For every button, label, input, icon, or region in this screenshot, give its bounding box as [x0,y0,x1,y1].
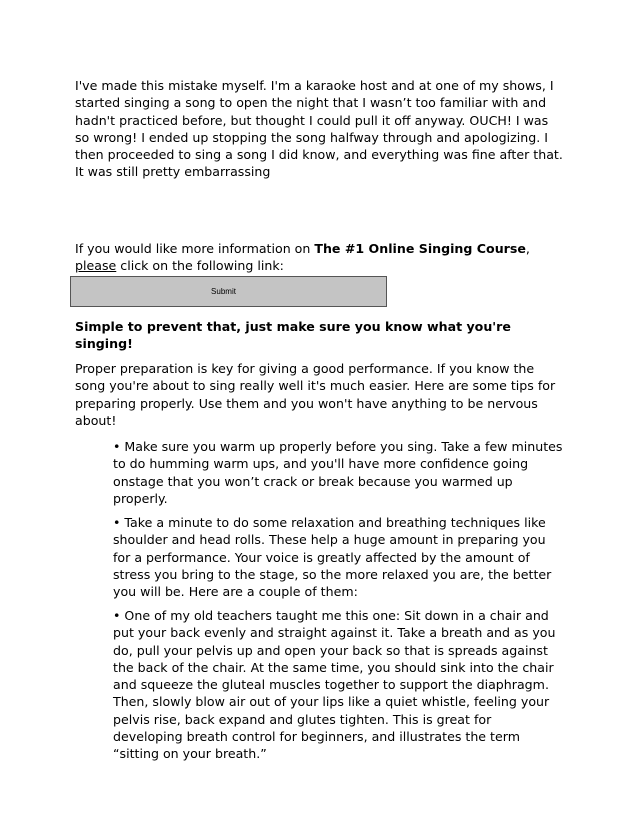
more-info-prefix: If you would like more information on [75,241,315,256]
tip-item: • Make sure you warm up properly before you sing. Take a few minutes to do humming warm ups, and you'll have more confidence going onstage that you won’t crack or break because you warmed up properly. [113,439,563,506]
tip-item: • Take a minute to do some relaxation and breathing techniques like shoulder and head rolls. These help a huge amount in preparing you for a performance. Your voice is greatly affected by the amount of stress you bring to the stage, so the more relaxed you are, the better you will be. Here are a couple of them: [113,515,552,600]
more-info-suffix: click on the following link: [116,258,284,274]
intro-paragraph: I've made this mistake myself. I'm a karaoke host and at one of my shows, I started singing a song to open the night that I wasn’t too familiar with and hadn't practiced before, but thought I could pull it off anyway. OUCH! I was so wrong! I ended up stopping the song halfway through and apologizing. I then proceeded to sing a song I did know, and everything was fine after that. It was still pretty embarrassing [75,78,563,180]
course-name: The #1 Online Singing Course [314,241,526,256]
please-link[interactable]: please [75,258,117,274]
tip-item: • One of my old teachers taught me this one: Sit down in a chair and put your back evenly and straight against it. Take a breath and as you do, pull your pelvis up and open your back so that is spreads against the back of the chair. At the same time, you should sink into the chair and squeeze the gluteal muscles together to support the diaphragm. Then, slowly blow air out of your lips like a quiet whistle, feeling your pelvis rise, back expand and glutes tighten. This is great for developing breath control for beginners, and illustrates the term “sitting on your breath.” [113,608,556,762]
preparation-paragraph: Proper preparation is key for giving a good performance. If you know the song you're about to sing really well it's much easier. Here are some tips for preparing properly. Use them and you won't have anything to be nervous about! [75,361,556,428]
more-info-paragraph [75,240,565,275]
section-heading: Simple to prevent that, just make sure you know what you're singing! [75,319,511,352]
submit-button[interactable]: Submit [70,276,387,307]
more-info-comma: , [525,241,530,256]
